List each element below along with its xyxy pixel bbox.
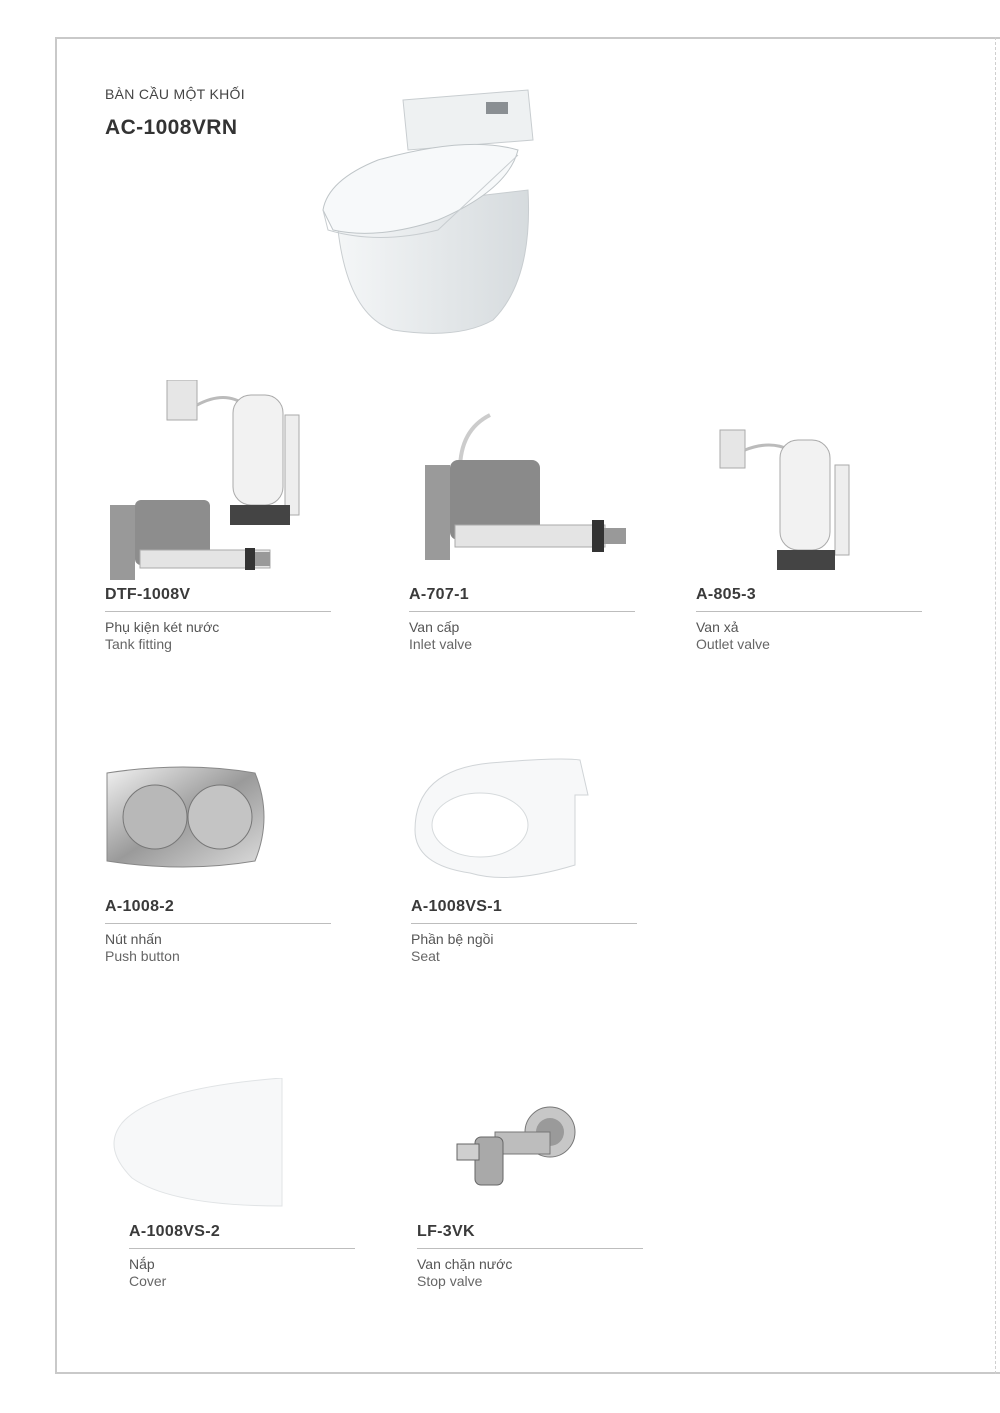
part-code: A-707-1 (409, 586, 635, 612)
part-name-en: Seat (411, 948, 440, 964)
part-item (105, 586, 331, 653)
part-code: A-1008VS-2 (129, 1223, 355, 1249)
part-name-vi: Van cấp (409, 619, 460, 635)
inlet-valve-image (420, 410, 635, 580)
part-item (411, 898, 637, 965)
part-item (105, 898, 331, 965)
product-category: BÀN CẦU MỘT KHỐI (105, 86, 245, 102)
part-code: A-1008-2 (105, 898, 331, 924)
page-frame-edge (995, 37, 996, 1374)
part-item (696, 586, 922, 653)
part-code: LF-3VK (417, 1223, 643, 1249)
part-name-vi: Van xả (696, 619, 739, 635)
part-item (129, 1223, 355, 1290)
part-name-en: Outlet valve (696, 636, 770, 652)
part-name-en: Tank fitting (105, 636, 172, 652)
outlet-valve-image (715, 425, 865, 580)
part-name-vi: Phần bệ ngồi (411, 931, 494, 947)
part-code: A-1008VS-1 (411, 898, 637, 924)
part-name-en: Push button (105, 948, 180, 964)
part-name-en: Stop valve (417, 1273, 483, 1289)
product-model: AC-1008VRN (105, 116, 238, 139)
part-name-vi: Nút nhấn (105, 931, 162, 947)
push-button-image (105, 765, 270, 870)
part-name-vi: Van chặn nước (417, 1256, 513, 1272)
stop-valve-image (455, 1102, 580, 1192)
part-item (417, 1223, 643, 1290)
part-code: DTF-1008V (105, 586, 331, 612)
cover-image (112, 1078, 284, 1208)
part-name-en: Inlet valve (409, 636, 473, 652)
part-item (409, 586, 635, 653)
part-name-vi: Nắp (129, 1256, 155, 1272)
part-code: A-805-3 (696, 586, 922, 612)
tank-fitting-image (105, 380, 335, 580)
part-name-vi: Phụ kiện két nước (105, 619, 220, 635)
toilet-image (318, 80, 548, 340)
part-name-en: Cover (129, 1273, 167, 1289)
seat-image (410, 755, 590, 885)
